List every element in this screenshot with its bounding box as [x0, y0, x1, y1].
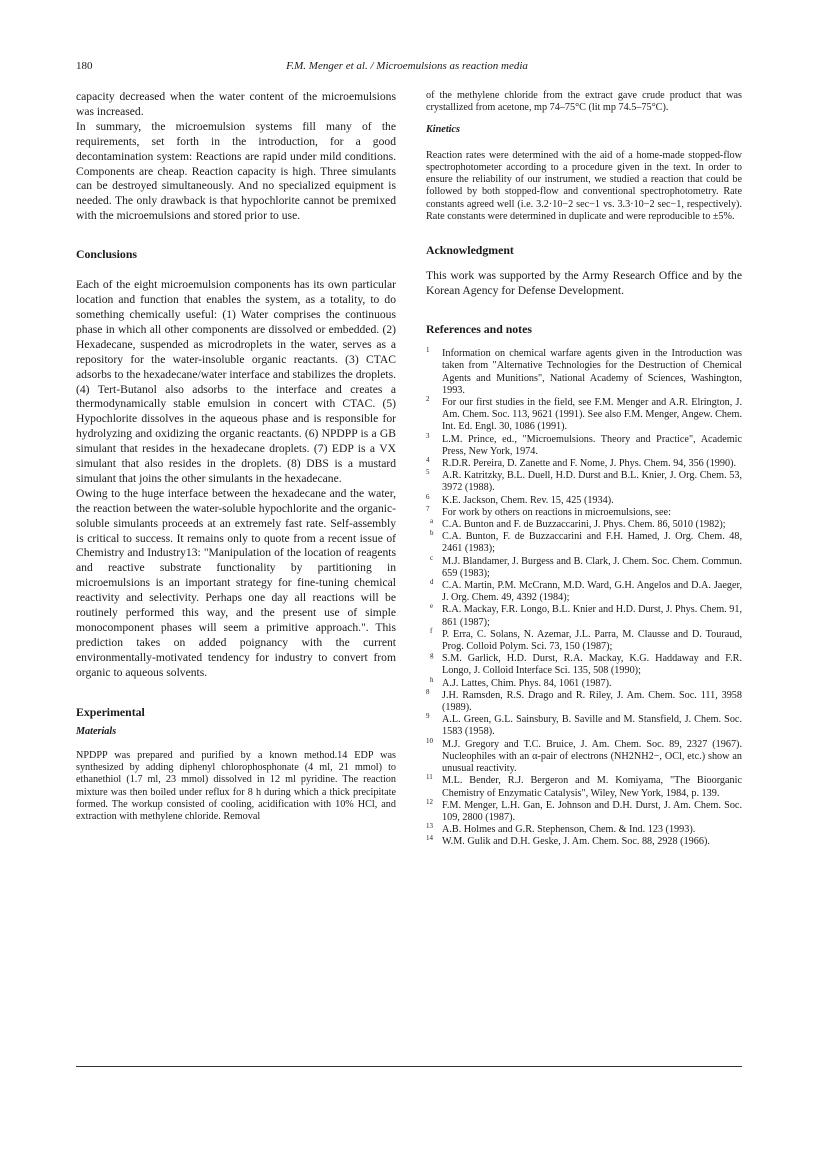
reference-text: M.J. Gregory and T.C. Bruice, J. Am. Chem. Soc. 89, 2327 (1967). Nucleophiles with an α-pair of electrons (NH2NH2−, OCl, etc.) show an unusual reactivity. [442, 738, 742, 775]
reference-item [426, 348, 742, 397]
reference-item [426, 675, 742, 690]
reference-number: g [430, 651, 434, 660]
conclusions-heading: Conclusions [76, 247, 137, 262]
reference-text: For work by others on reactions in microemulsions, see: [442, 506, 671, 518]
reference-item [426, 736, 742, 776]
reference-number: 1 [426, 346, 430, 355]
references-heading: References and notes [426, 322, 532, 337]
reference-text: K.E. Jackson, Chem. Rev. 15, 425 (1934). [442, 494, 614, 506]
reference-item [426, 824, 742, 836]
reference-list [426, 348, 742, 848]
reference-text: R.A. Mackay, F.R. Longo, B.L. Knier and H.D. Durst, J. Phys. Chem. 91, 861 (1987); [442, 604, 742, 628]
reference-item [426, 797, 742, 824]
reference-number: d [430, 578, 434, 587]
reference-text: P. Erra, C. Solans, N. Azemar, J.L. Parra, M. Clausse and D. Touraud, Prog. Colloid Polym. Sci. 73, 150 (1987); [442, 628, 742, 653]
reference-item [426, 492, 742, 507]
reference-item [426, 431, 742, 458]
paragraph-materials: NPDPP was prepared and purified by a known method.14 EDP was synthesized by adding diphenyl chlorophosphonate (4 ml, 21 mmol) to ethanethiol (1.7 ml, 23 mmol) dissolved in 12 ml pyridine. The reaction mixture was then boiled under reflux for 8 h during which a thick precipitate formed. The workup consisted of cooling, acidification with 10% HCl, and extraction with methylene chloride. Removal [76, 749, 396, 823]
reference-item [426, 458, 742, 470]
reference-text: M.J. Blandamer, J. Burgess and B. Clark, J. Chem. Soc. Chem. Commun. 659 (1983); [442, 555, 742, 579]
reference-number: f [430, 626, 433, 635]
reference-item [426, 714, 742, 738]
reference-text: A.B. Holmes and G.R. Stephenson, Chem. & Ind. 123 (1993). [442, 824, 696, 836]
reference-number: 5 [426, 468, 430, 477]
reference-number: 3 [426, 431, 430, 440]
reference-item [426, 580, 742, 604]
page-number: 180 [76, 60, 93, 72]
reference-item [426, 531, 742, 555]
reference-text: J.H. Ramsden, R.S. Drago and R. Riley, J. Am. Chem. Soc. 111, 3958 (1989). [442, 689, 742, 714]
paragraph-conclusions-2: Owing to the huge interface between the hexadecane and the water, the reaction between the water-soluble hypochlorite and the organic-soluble simulants proceeds at an extremely fast rate. Self-assembly is critical to success. It remains only to quote from a recent issue of Chemistry and Industry13: "Manipulation of the location of reagents and reactive substrate functionality by partitioning in microemulsions is an important strategy for fine-tuning chemical reactivity and selectivity. Perhaps one day all reactions will be routinely performed this way, and the present use of simple monocomponent phases will seem a primitive approach.". This prediction takes on added poignancy with the current environmentally-motivated tendency for industry to convert from organic to aqueous solvents. [76, 486, 396, 679]
reference-item [426, 836, 742, 848]
reference-item [426, 653, 742, 677]
paragraph-removal: of the methylene chloride from the extract gave crude product that was crystallized from acetone, mp 74–75°C (lit mp 74.5–75°C). [426, 90, 742, 114]
reference-number: h [430, 675, 434, 684]
reference-number: 12 [426, 797, 433, 806]
reference-number: 8 [426, 687, 430, 696]
reference-text: A.J. Lattes, Chim. Phys. 84, 1061 (1987). [442, 677, 612, 689]
reference-text: C.A. Martin, P.M. McCrann, M.D. Ward, G.H. Angelos and D.A. Jaeger, J. Org. Chem. 49, 4392 (1984); [442, 580, 742, 604]
paragraph-summary: In summary, the microemulsion systems fill many of the requirements, set forth in the introduction, for a good decontamination system: Reactions are rapid under mild conditions. Components are cheap. Reaction capacity is high. Three simulants can be destroyed simultaneously. And no specialized equipment is needed. The only drawback is that hypochlorite cannot be premixed with the microemulsions and stored prior to use. [76, 119, 396, 223]
reference-text: C.A. Bunton, F. de Buzzaccarini and F.H. Hamed, J. Org. Chem. 48, 2461 (1983); [442, 531, 742, 555]
reference-item [426, 553, 742, 580]
page-header [76, 60, 738, 76]
reference-text: A.L. Green, G.L. Sainsbury, B. Saville and M. Stansfield, J. Chem. Soc. 1583 (1958). [442, 714, 742, 738]
reference-number: 7 [426, 504, 430, 513]
reference-number: 10 [426, 736, 433, 745]
reference-text: S.M. Garlick, H.D. Durst, R.A. Mackay, K.G. Haddaway and F.R. Longo, J. Colloid Interface Sci. 135, 508 (1990); [442, 653, 742, 677]
reference-text: A.R. Katritzky, B.L. Duell, H.D. Durst and B.L. Knier, J. Org. Chem. 53, 3972 (1988). [442, 470, 742, 494]
reference-text: For our first studies in the field, see F.M. Menger and A.R. Elrington, J. Am. Chem. Soc. 113, 9621 (1991). See also F.M. Menger, Angew. Chem. Int. Ed. Engl. 30, 1086 (1991). [442, 397, 742, 433]
kinetics-subheading: Kinetics [426, 123, 460, 135]
left-column [76, 90, 396, 823]
reference-text: Information on chemical warfare agents given in the Introduction was taken from "Alternative Technologies for the Destruction of Chemical Agents and Munitions", National Academy of Sciences, Washington, 1993. [442, 348, 742, 396]
materials-subheading: Materials [76, 725, 117, 737]
reference-number: 13 [426, 822, 433, 831]
reference-item [426, 519, 742, 531]
right-column [426, 90, 742, 849]
reference-number: 6 [426, 492, 430, 501]
reference-number: 9 [426, 712, 430, 721]
reference-text: W.M. Gulik and D.H. Geske, J. Am. Chem. Soc. 88, 2928 (1966). [442, 836, 710, 848]
paragraph-conclusions-1: Each of the eight microemulsion components has its own particular location and function that enables the system, as a totality, to do something chemically useful: (1) Water comprises the continuous phase in which all other components are dissolved or embedded. (2) Hexadecane, suspended as microdroplets in the water, serves as a repository for the water-insoluble organic reactants. (3) CTAC adsorbs to the hexadecane/water interface and stabilizes the droplets. (4) Tert-Butanol also adsorbs to the interface and creates a thermodynamically stable emulsion in concert with CTAC. (5) Hypochlorite dissolves in the aqueous phase and is responsible for hydrolyzing and oxidizing the organic reactants. (6) NPDPP is a GB simulant that resides in the hexadecane droplets. (7) EDP is a VX simulant that also resides in the droplets. (8) DBS is a mustard simulant that joins the other simulants in the hexadecane. [76, 278, 396, 485]
reference-item [426, 775, 742, 799]
reference-number: a [430, 517, 434, 526]
running-title: F.M. Menger et al. / Microemulsions as reaction media [286, 60, 528, 72]
reference-text: M.L. Bender, R.J. Bergeron and M. Komiyama, "The Bioorganic Chemistry of Enzymatic Catalysis", Wiley, New York, 1984, p. 139. [442, 775, 742, 799]
paragraph-acknowledgment: This work was supported by the Army Research Office and by the Korean Agency for Defense Development. [426, 269, 742, 298]
reference-number: e [430, 602, 434, 611]
reference-item [426, 504, 742, 519]
reference-number: 4 [426, 456, 430, 465]
reference-item [426, 470, 742, 494]
reference-number: 14 [426, 834, 433, 843]
reference-text: L.M. Prince, ed., "Microemulsions. Theory and Practice", Academic Press, New York, 1974. [442, 433, 742, 457]
acknowledgment-heading: Acknowledgment [426, 243, 514, 258]
reference-item [426, 687, 742, 714]
reference-number: 2 [426, 395, 430, 403]
reference-number: b [430, 529, 434, 538]
reference-number: c [430, 553, 434, 562]
reference-text: R.D.R. Pereira, D. Zanette and F. Nome, J. Phys. Chem. 94, 356 (1990). [442, 458, 737, 470]
reference-text: F.M. Menger, L.H. Gan, E. Johnson and D.H. Durst, J. Am. Chem. Soc. 109, 2800 (1987). [442, 799, 742, 823]
paragraph-capacity: capacity decreased when the water content of the microemulsions was increased. [76, 90, 396, 118]
paragraph-kinetics: Reaction rates were determined with the aid of a home-made stopped-flow spectrophotometer according to a procedure given in the text. In order to ensure the reliability of our instrument, we studied a reaction that could be followed by both stopped-flow and conventional spectrophotometry. Rate constants agreed well (i.e. 3.2·10−2 sec−1 vs. 3.3·10−2 sec−1, respectively). Rate constants were determined in duplicate and were reproducible to ±5%. [426, 149, 742, 223]
reference-item [426, 397, 742, 434]
bottom-rule [76, 1066, 742, 1067]
reference-item [426, 604, 742, 628]
experimental-heading: Experimental [76, 704, 145, 719]
reference-number: 11 [426, 773, 433, 782]
reference-text: C.A. Bunton and F. de Buzzaccarini, J. Phys. Chem. 86, 5010 (1982); [442, 519, 726, 531]
reference-item [426, 626, 742, 653]
